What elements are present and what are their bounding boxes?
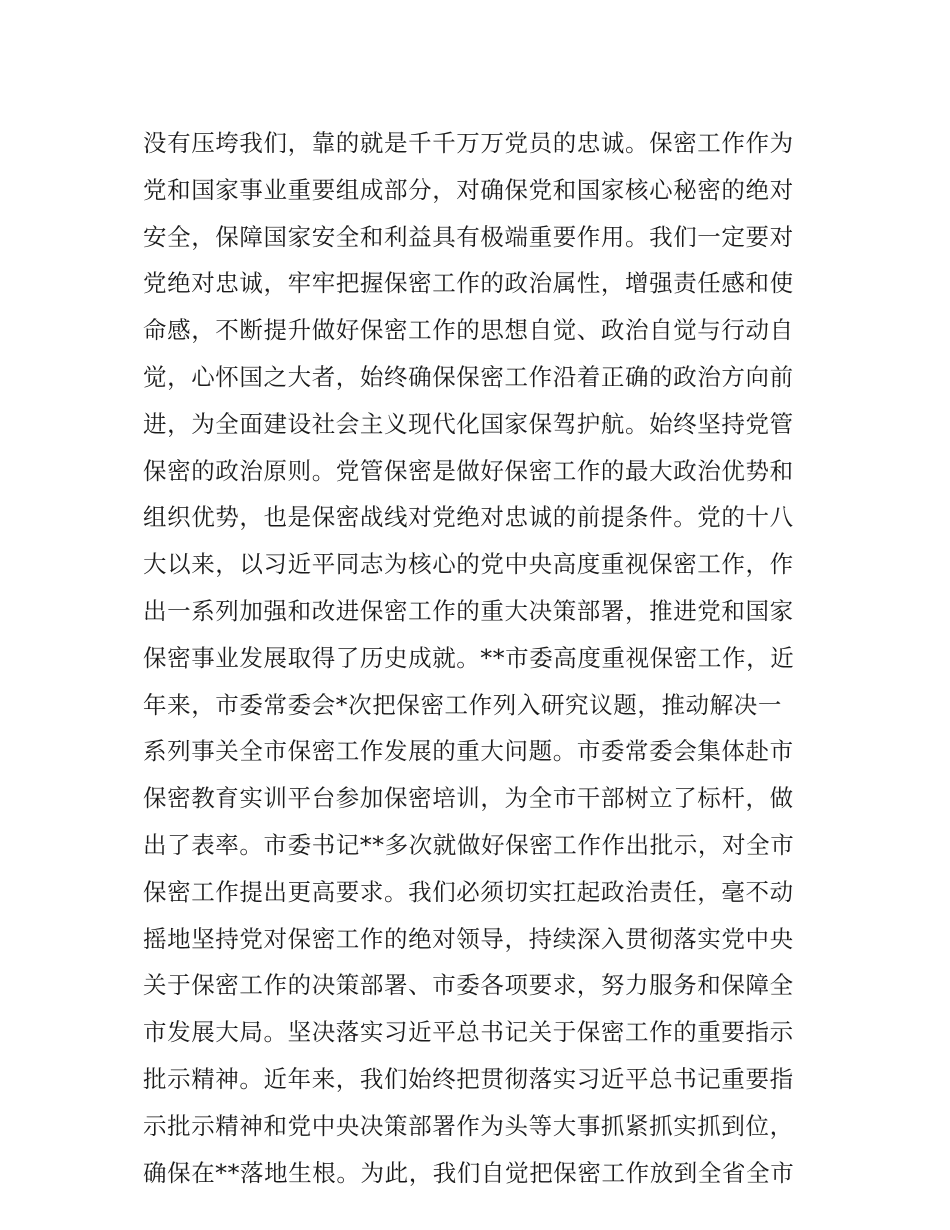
text-line-16: 出了表率。市委书记**多次就做好保密工作作出批示，对全市 — [143, 830, 795, 859]
text-line-21: 批示精神。近年来，我们始终把贯彻落实习近平总书记重要指 — [143, 1064, 794, 1093]
text-line-12: 保密事业发展取得了历史成就。**市委高度重视保密工作，近 — [143, 643, 795, 672]
text-line-15: 保密教育实训平台参加保密培训，为全市干部树立了标杆，做 — [143, 784, 794, 813]
text-line-22: 示批示精神和党中央决策部署作为头等大事抓紧抓实抓到位， — [143, 1111, 794, 1140]
text-line-8: 保密的政治原则。党管保密是做好保密工作的最大政治优势和 — [143, 456, 794, 485]
document-body — [143, 120, 808, 1196]
text-line-13: 年来，市委常委会*次把保密工作列入研究议题，推动解决一 — [143, 690, 782, 719]
text-line-19: 关于保密工作的决策部署、市委各项要求，努力服务和保障全 — [143, 971, 794, 1000]
text-line-5: 命感，不断提升做好保密工作的思想自觉、政治自觉与行动自 — [143, 316, 794, 345]
text-line-10: 大以来，以习近平同志为核心的党中央高度重视保密工作，作 — [143, 550, 794, 579]
text-line-17: 保密工作提出更高要求。我们必须切实扛起政治责任，毫不动 — [143, 877, 794, 906]
text-line-2: 党和国家事业重要组成部分，对确保党和国家核心秘密的绝对 — [143, 175, 794, 204]
text-line-7: 进，为全面建设社会主义现代化国家保驾护航。始终坚持党管 — [143, 409, 794, 438]
text-line-18: 摇地坚持党对保密工作的绝对领导，持续深入贯彻落实党中央 — [143, 924, 794, 953]
text-line-14: 系列事关全市保密工作发展的重大问题。市委常委会集体赴市 — [143, 737, 794, 766]
text-line-23: 确保在**落地生根。为此，我们自觉把保密工作放到全省全市 — [143, 1158, 795, 1187]
text-line-9: 组织优势，也是保密战线对党绝对忠诚的前提条件。党的十八 — [143, 503, 794, 532]
text-line-4: 党绝对忠诚，牢牢把握保密工作的政治属性，增强责任感和使 — [143, 269, 794, 298]
text-line-20: 市发展大局。坚决落实习近平总书记关于保密工作的重要指示 — [143, 1018, 794, 1047]
text-line-6: 觉，心怀国之大者，始终确保保密工作沿着正确的政治方向前 — [143, 362, 794, 391]
text-line-11: 出一系列加强和改进保密工作的重大决策部署，推进党和国家 — [143, 596, 794, 625]
text-line-1: 没有压垮我们，靠的就是千千万万党员的忠诚。保密工作作为 — [143, 129, 794, 157]
text-line-3: 安全，保障国家安全和利益具有极端重要作用。我们一定要对 — [143, 222, 794, 251]
